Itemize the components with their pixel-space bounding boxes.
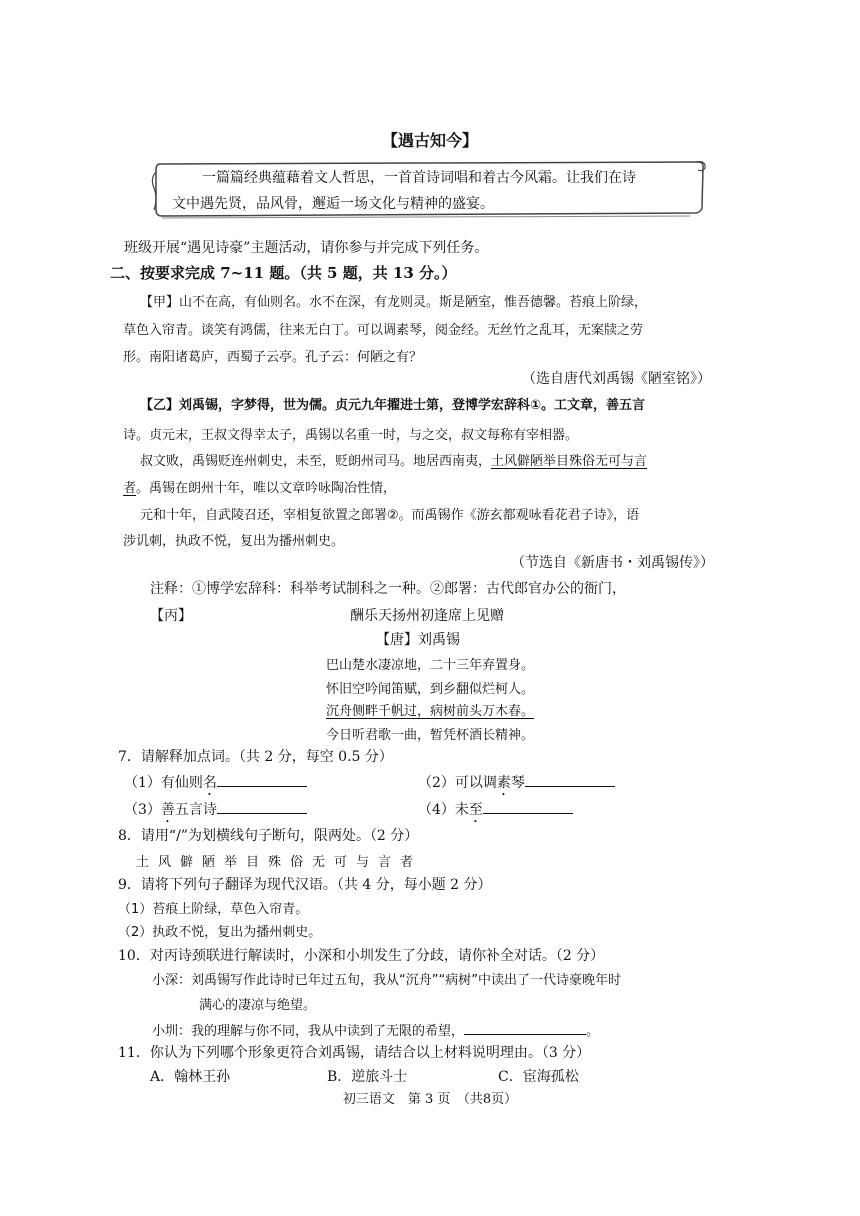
q7-item-4-dotted: 至 (468, 802, 483, 818)
answer-blank[interactable] (464, 1022, 586, 1035)
option-a[interactable]: A．翰林王孙 (150, 1069, 231, 1085)
yi-line-4-text: 。禹锡在朗州十年，唯以文章吟咏陶冶性情， (136, 481, 397, 496)
q7-item-3-text: （3） (124, 802, 161, 818)
yi-line-5: 元和十年，自武陵召还，宰相复欲置之郎署②。而禹锡作《游玄都观咏看花君子诗》，语 (140, 508, 640, 523)
page-footer: 初三语文 第 3 页 （共8页） (342, 1092, 518, 1107)
q10-dialog-2-text: 小圳：我的理解与你不同，我从中读到了无限的希望， (152, 1024, 465, 1039)
poem-line-2: 怀旧空吟闻笛赋，到乡翻似烂柯人。 (326, 682, 535, 697)
q7-item-2-text-end: 琴 (510, 775, 525, 791)
underlined-sentence-end: 者 (123, 481, 137, 496)
q7-item-3-dotted: 善 (160, 802, 175, 818)
q7-item-2 (418, 772, 615, 799)
poem-line-1: 巴山楚水凄凉地，二十三年弃置身。 (326, 658, 535, 673)
q10-dialog-1-cont: 满心的凄凉与绝望。 (199, 998, 317, 1013)
poem-line-3: 沉舟侧畔千帆过，病树前头万木春。 (326, 704, 535, 719)
yi-line-1: 【乙】刘禹锡，字梦得，世为儒。贞元九年擢进士第，登博学宏辞科①。工文章，善五言 (140, 398, 646, 413)
q7-item-1 (124, 772, 307, 799)
poem-author: 【唐】刘禹锡 (376, 632, 460, 648)
yi-line-2: 诗。贞元末，王叔文得幸太子，禹锡以名重一时，与之交，叔文每称有宰相器。 (123, 428, 579, 443)
q7-stem: 7．请解释加点词。（共 2 分，每空 0.5 分） (118, 749, 393, 765)
poem-line-4: 今日听君歌一曲，暂凭杯酒长精神。 (326, 728, 535, 743)
yi-source: （节选自《新唐书・刘禹锡传》） (511, 555, 714, 571)
yi-line-3 (140, 450, 647, 469)
yi-line-3-text: 叔文败，禹锡贬连州刺史，未至，贬朗州司马。地居西南夷， (140, 454, 492, 469)
notes: 注释：①博学宏辞科：科举考试制科之一种。②郎署：古代郎官办公的衙门， (150, 581, 626, 597)
q10-dialog-1: 小深：刘禹锡写作此诗时已年过五旬，我从“沉舟”“病树”中读出了一代诗豪晚年时 (152, 973, 621, 988)
q7-item-3 (124, 799, 307, 826)
q7-item-2-dotted: 素 (496, 775, 511, 791)
q7-item-4-text: （4）未 (418, 802, 469, 818)
yi-line-4 (123, 477, 396, 496)
answer-blank[interactable] (525, 774, 615, 787)
q9-item-2: （2）执政不悦，复出为播州刺史。 (118, 925, 322, 940)
intro-line-1: 一篇篇经典蕴藉着文人哲思，一首首诗词唱和着古今风霜。让我们在诗 (202, 170, 636, 186)
option-b[interactable]: B．逆旅斗士 (327, 1069, 408, 1085)
q10-dialog-2-end: 。 (586, 1024, 600, 1039)
q7-item-1-text: （1）有仙则 (124, 775, 203, 791)
poem-title: 酬乐天扬州初逢席上见赠 (350, 608, 504, 624)
section-heading: 二、按要求完成 7~11 题。（共 5 题，共 13 分。） (110, 264, 457, 282)
jia-source: （选自唐代刘禹锡《陋室铭》） (522, 371, 711, 387)
jia-line-1: 【甲】山不在高，有仙则名。水不在深，有龙则灵。斯是陋室，惟吾德馨。苔痕上阶绿， (140, 295, 648, 310)
q7-item-2-text: （2）可以调 (418, 775, 497, 791)
q10-dialog-2 (152, 1020, 599, 1039)
q7-item-1-dotted: 名 (202, 775, 217, 791)
section-title: 【遇古知今】 (381, 131, 478, 150)
q7-item-4 (418, 799, 573, 826)
q10-stem: 10．对丙诗颈联进行解读时，小深和小圳发生了分歧，请你补全对话。（2 分） (118, 948, 605, 964)
q9-item-1: （1）苔痕上阶绿，草色入帘青。 (118, 902, 309, 917)
underlined-sentence: 土风僻陋举目殊俗无可与言 (491, 454, 648, 469)
answer-blank[interactable] (217, 774, 307, 787)
answer-blank[interactable] (483, 801, 573, 814)
intro-scroll-box (150, 158, 706, 220)
q7-item-3-text-end: 五言诗 (174, 802, 217, 818)
option-c[interactable]: C．宦海孤松 (498, 1069, 579, 1085)
q8-sentence: 土风僻陋举目殊俗无可与言者 (136, 855, 423, 870)
q11-stem: 11．你认为下列哪个形象更符合刘禹锡，请结合以上材料说明理由。（3 分） (118, 1045, 591, 1061)
q9-stem: 9．请将下列句子翻译为现代汉语。（共 4 分，每小题 2 分） (118, 877, 492, 893)
bing-label: 【丙】 (150, 608, 192, 624)
yi-line-6: 涉讥刺，执政不悦，复出为播州刺史。 (123, 534, 345, 549)
q8-stem: 8．请用“/”为划横线句子断句，限两处。（2 分） (118, 828, 419, 844)
answer-blank[interactable] (217, 801, 307, 814)
jia-line-3: 形。南阳诸葛庐，西蜀子云亭。孔子云：何陋之有？ (123, 350, 423, 365)
jia-line-2: 草色入帘青。谈笑有鸿儒，往来无白丁。可以调素琴，阅金经。无丝竹之乱耳，无案牍之劳 (123, 323, 644, 338)
intro-line-2: 文中遇先贤，品风骨，邂逅一场文化与精神的盛宴。 (172, 196, 494, 212)
activity-text: 班级开展“遇见诗豪”主题活动，请你参与并完成下列任务。 (124, 240, 489, 256)
